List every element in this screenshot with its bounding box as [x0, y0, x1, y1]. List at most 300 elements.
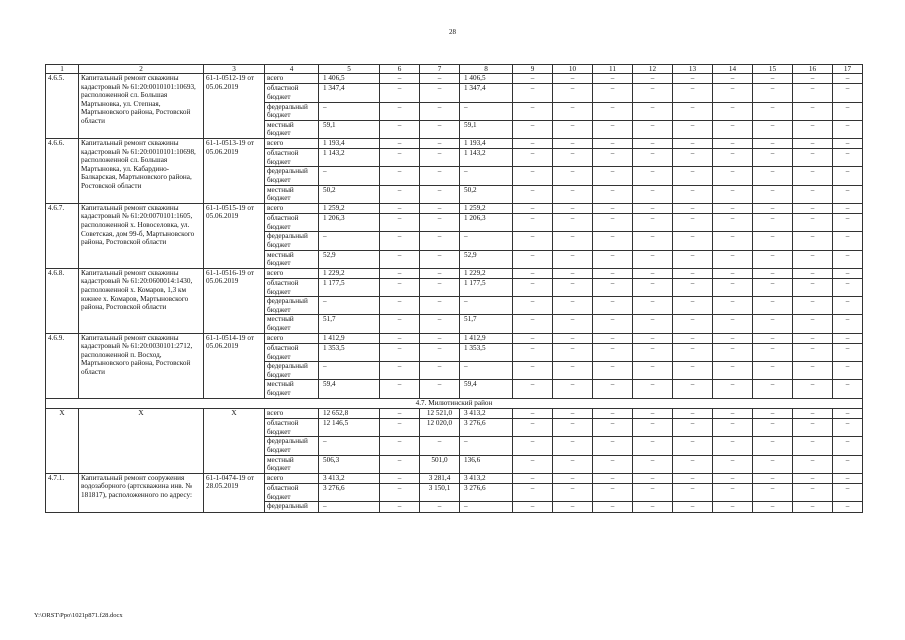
value-cell: – — [633, 380, 673, 398]
total-value-cell: 1 406,5 — [319, 74, 380, 84]
value-cell: – — [833, 455, 863, 473]
value-cell: – — [833, 250, 863, 268]
value-cell: – — [380, 203, 420, 213]
value-cell: – — [420, 74, 460, 84]
year-value-cell: – — [460, 437, 513, 455]
value-cell: – — [833, 315, 863, 333]
item-code-cell: 4.6.7. — [46, 203, 79, 268]
value-cell: – — [633, 268, 673, 278]
value-cell: – — [420, 149, 460, 167]
value-cell: – — [673, 84, 713, 102]
value-cell: – — [633, 84, 673, 102]
total-value-cell: 59,1 — [319, 120, 380, 138]
value-cell: – — [380, 279, 420, 297]
funding-source-cell: областной бюджет — [265, 149, 319, 167]
item-name-cell: Х — [79, 408, 204, 473]
funding-source-cell: областной бюджет — [265, 279, 319, 297]
value-cell: – — [513, 315, 553, 333]
funding-source-cell: всего — [265, 268, 319, 278]
column-number-cell: 13 — [673, 65, 713, 74]
funding-source-cell: федеральный бюджет — [265, 437, 319, 455]
value-cell: – — [513, 484, 553, 502]
value-cell: – — [713, 84, 753, 102]
value-cell: – — [380, 380, 420, 398]
value-cell: – — [713, 473, 753, 483]
value-cell: – — [513, 297, 553, 315]
value-cell: – — [420, 102, 460, 120]
value-cell: – — [793, 232, 833, 250]
value-cell: – — [553, 380, 593, 398]
total-value-cell: – — [319, 297, 380, 315]
value-cell: – — [593, 268, 633, 278]
year-value-cell: 3 413,2 — [460, 408, 513, 418]
value-cell: – — [673, 149, 713, 167]
value-cell: – — [753, 138, 793, 148]
value-cell: – — [753, 343, 793, 361]
value-cell: – — [553, 232, 593, 250]
value-cell: – — [633, 502, 673, 512]
value-cell: – — [380, 333, 420, 343]
total-value-cell: 1 412,9 — [319, 333, 380, 343]
column-number-cell: 17 — [833, 65, 863, 74]
total-value-cell: 1 347,4 — [319, 84, 380, 102]
value-cell: – — [553, 279, 593, 297]
value-cell: – — [713, 185, 753, 203]
funding-source-cell: областной бюджет — [265, 343, 319, 361]
funding-source-cell: всего — [265, 138, 319, 148]
value-cell: – — [513, 362, 553, 380]
table-row — [46, 473, 863, 483]
value-cell: – — [753, 380, 793, 398]
value-cell: – — [593, 315, 633, 333]
value-cell: – — [380, 268, 420, 278]
value-cell: – — [833, 268, 863, 278]
year-value-cell: 3 276,6 — [460, 419, 513, 437]
value-cell: – — [513, 138, 553, 148]
value-cell: – — [753, 473, 793, 483]
value-cell: – — [380, 120, 420, 138]
value-cell: – — [553, 268, 593, 278]
value-cell: – — [420, 84, 460, 102]
value-cell: – — [793, 380, 833, 398]
value-cell: – — [633, 315, 673, 333]
table-body — [46, 65, 863, 513]
value-cell: – — [633, 484, 673, 502]
value-cell: – — [713, 455, 753, 473]
value-cell: – — [513, 408, 553, 418]
value-cell: – — [633, 408, 673, 418]
value-cell: – — [593, 380, 633, 398]
year-value-cell: 3 413,2 — [460, 473, 513, 483]
value-cell: – — [793, 138, 833, 148]
value-cell: – — [633, 437, 673, 455]
value-cell: – — [633, 214, 673, 232]
value-cell: – — [713, 362, 753, 380]
table-row — [46, 333, 863, 343]
item-code-cell: 4.6.9. — [46, 333, 79, 398]
value-cell: – — [753, 437, 793, 455]
total-value-cell: 52,9 — [319, 250, 380, 268]
value-cell: – — [420, 120, 460, 138]
value-cell: – — [380, 419, 420, 437]
value-cell: – — [793, 120, 833, 138]
value-cell: – — [593, 102, 633, 120]
column-number-cell: 1 — [46, 65, 79, 74]
value-cell: 501,0 — [420, 455, 460, 473]
value-cell: – — [633, 185, 673, 203]
year-value-cell: 1 193,4 — [460, 138, 513, 148]
value-cell: – — [513, 232, 553, 250]
value-cell: – — [673, 250, 713, 268]
value-cell: – — [673, 214, 713, 232]
value-cell: – — [673, 74, 713, 84]
total-value-cell: – — [319, 232, 380, 250]
value-cell: – — [793, 185, 833, 203]
page-number: 28 — [449, 28, 456, 36]
value-cell: – — [593, 297, 633, 315]
value-cell: – — [593, 502, 633, 512]
value-cell: – — [833, 138, 863, 148]
funding-source-cell: областной бюджет — [265, 419, 319, 437]
column-number-cell: 10 — [553, 65, 593, 74]
item-document-cell: 61-1-0516-19 от 05.06.2019 — [204, 268, 265, 333]
value-cell: – — [593, 333, 633, 343]
value-cell: – — [553, 362, 593, 380]
value-cell: – — [593, 203, 633, 213]
year-value-cell: 1 229,2 — [460, 268, 513, 278]
funding-source-cell: федеральный бюджет — [265, 167, 319, 185]
item-code-cell: 4.6.6. — [46, 138, 79, 203]
value-cell: – — [753, 297, 793, 315]
value-cell: – — [633, 74, 673, 84]
column-number-cell: 2 — [79, 65, 204, 74]
year-value-cell: – — [460, 502, 513, 512]
value-cell: – — [633, 343, 673, 361]
total-value-cell: 3 276,6 — [319, 484, 380, 502]
column-number-cell: 8 — [460, 65, 513, 74]
value-cell: – — [793, 167, 833, 185]
column-number-cell: 12 — [633, 65, 673, 74]
total-value-cell: 1 177,5 — [319, 279, 380, 297]
value-cell: – — [673, 279, 713, 297]
value-cell: – — [633, 167, 673, 185]
funding-source-cell: федеральный бюджет — [265, 232, 319, 250]
value-cell: – — [593, 214, 633, 232]
funding-source-cell: областной бюджет — [265, 214, 319, 232]
value-cell: – — [633, 473, 673, 483]
value-cell: – — [380, 502, 420, 512]
value-cell: – — [380, 138, 420, 148]
total-value-cell: 1 259,2 — [319, 203, 380, 213]
value-cell: – — [833, 84, 863, 102]
value-cell: – — [833, 473, 863, 483]
value-cell: – — [833, 362, 863, 380]
value-cell: – — [713, 167, 753, 185]
value-cell: – — [673, 437, 713, 455]
value-cell: – — [380, 297, 420, 315]
item-document-cell: 61-1-0514-19 от 05.06.2019 — [204, 333, 265, 398]
value-cell: – — [513, 343, 553, 361]
funding-source-cell: федеральный бюджет — [265, 362, 319, 380]
value-cell: – — [793, 74, 833, 84]
value-cell: – — [513, 279, 553, 297]
year-value-cell: 1 143,2 — [460, 149, 513, 167]
value-cell: – — [633, 138, 673, 148]
value-cell: – — [833, 484, 863, 502]
funding-source-cell: местный бюджет — [265, 120, 319, 138]
value-cell: – — [833, 74, 863, 84]
year-value-cell: 1 206,3 — [460, 214, 513, 232]
value-cell: – — [713, 343, 753, 361]
funding-source-cell: местный бюджет — [265, 315, 319, 333]
year-value-cell: 52,9 — [460, 250, 513, 268]
value-cell: 3 150,1 — [420, 484, 460, 502]
value-cell: – — [793, 502, 833, 512]
value-cell: – — [513, 333, 553, 343]
value-cell: – — [673, 455, 713, 473]
item-code-cell: Х — [46, 408, 79, 473]
value-cell: – — [513, 74, 553, 84]
value-cell: – — [633, 333, 673, 343]
year-value-cell: – — [460, 167, 513, 185]
value-cell: – — [380, 149, 420, 167]
table-row — [46, 268, 863, 278]
value-cell: – — [833, 502, 863, 512]
value-cell: – — [513, 120, 553, 138]
value-cell: – — [673, 419, 713, 437]
value-cell: – — [553, 167, 593, 185]
value-cell: – — [513, 149, 553, 167]
value-cell: – — [553, 315, 593, 333]
item-name-cell: Капитальный ремонт сооружения водозаборного (артскважина инв. № 181817), расположенного по адресу: — [79, 473, 204, 512]
year-value-cell: – — [460, 232, 513, 250]
value-cell: – — [793, 419, 833, 437]
column-number-row — [46, 65, 863, 74]
funding-source-cell: всего — [265, 408, 319, 418]
value-cell: – — [793, 214, 833, 232]
total-value-cell: 506,3 — [319, 455, 380, 473]
value-cell: – — [673, 102, 713, 120]
total-value-cell: 12 146,5 — [319, 419, 380, 437]
value-cell: – — [793, 268, 833, 278]
total-value-cell: 59,4 — [319, 380, 380, 398]
item-code-cell: 4.6.8. — [46, 268, 79, 333]
value-cell: – — [513, 437, 553, 455]
value-cell: – — [593, 437, 633, 455]
value-cell: – — [380, 74, 420, 84]
value-cell: – — [553, 343, 593, 361]
value-cell: – — [833, 333, 863, 343]
value-cell: – — [420, 315, 460, 333]
value-cell: – — [673, 167, 713, 185]
year-value-cell: 59,1 — [460, 120, 513, 138]
section-heading-row — [46, 398, 863, 408]
value-cell: – — [553, 333, 593, 343]
value-cell: – — [713, 419, 753, 437]
value-cell: – — [713, 214, 753, 232]
funding-source-cell: всего — [265, 473, 319, 483]
value-cell: – — [713, 484, 753, 502]
value-cell: – — [673, 473, 713, 483]
column-number-cell: 14 — [713, 65, 753, 74]
value-cell: – — [513, 502, 553, 512]
value-cell: – — [673, 315, 713, 333]
value-cell: – — [753, 333, 793, 343]
total-value-cell: 50,2 — [319, 185, 380, 203]
value-cell: – — [753, 362, 793, 380]
year-value-cell: 51,7 — [460, 315, 513, 333]
value-cell: – — [553, 455, 593, 473]
value-cell: – — [593, 149, 633, 167]
item-document-cell: 61-1-0512-19 от 05.06.2019 — [204, 74, 265, 139]
value-cell: – — [753, 203, 793, 213]
value-cell: – — [833, 214, 863, 232]
value-cell: – — [753, 185, 793, 203]
value-cell: – — [420, 250, 460, 268]
value-cell: – — [553, 84, 593, 102]
value-cell: – — [833, 297, 863, 315]
value-cell: – — [713, 408, 753, 418]
value-cell: – — [633, 120, 673, 138]
value-cell: – — [793, 408, 833, 418]
value-cell: – — [833, 419, 863, 437]
value-cell: – — [513, 214, 553, 232]
value-cell: – — [753, 120, 793, 138]
budget-table — [45, 64, 863, 513]
value-cell: – — [593, 167, 633, 185]
year-value-cell: 1 406,5 — [460, 74, 513, 84]
total-value-cell: 1 229,2 — [319, 268, 380, 278]
value-cell: – — [793, 250, 833, 268]
value-cell: – — [633, 362, 673, 380]
value-cell: – — [633, 102, 673, 120]
value-cell: – — [713, 74, 753, 84]
value-cell: – — [380, 214, 420, 232]
value-cell: – — [513, 268, 553, 278]
column-number-cell: 9 — [513, 65, 553, 74]
total-value-cell: 1 353,5 — [319, 343, 380, 361]
value-cell: – — [513, 185, 553, 203]
value-cell: – — [833, 380, 863, 398]
value-cell: – — [553, 214, 593, 232]
value-cell: – — [420, 297, 460, 315]
value-cell: – — [753, 102, 793, 120]
value-cell: – — [593, 120, 633, 138]
value-cell: – — [380, 84, 420, 102]
funding-source-cell: местный бюджет — [265, 380, 319, 398]
value-cell: – — [673, 502, 713, 512]
value-cell: – — [673, 185, 713, 203]
total-value-cell: 1 193,4 — [319, 138, 380, 148]
item-name-cell: Капитальный ремонт скважины кадастровый № 61:20:0600014:1430, расположенной х. Комаров, 1,3 км южнее х. Комаров, Мартыновского района, Ростовской области — [79, 268, 204, 333]
item-name-cell: Капитальный ремонт скважины кадастровый № 61:20:0010101:10698, расположенной сл. Большая Мартыновка, ул. Кабардино-Балкарская, Мартыновского района, Ростовской области — [79, 138, 204, 203]
value-cell: – — [833, 185, 863, 203]
value-cell: – — [753, 149, 793, 167]
year-value-cell: 3 276,6 — [460, 484, 513, 502]
value-cell: – — [753, 419, 793, 437]
value-cell: – — [753, 74, 793, 84]
value-cell: – — [513, 84, 553, 102]
value-cell: – — [793, 279, 833, 297]
item-name-cell: Капитальный ремонт скважины кадастровый № 61:20:0010101:10693, расположенной сл. Большая Мартыновка, ул. Степная, Мартыновского района, Ростовской области — [79, 74, 204, 139]
item-document-cell: 61-1-0474-19 от 28.05.2019 — [204, 473, 265, 512]
value-cell: – — [553, 102, 593, 120]
value-cell: – — [833, 120, 863, 138]
value-cell: – — [420, 437, 460, 455]
value-cell: – — [713, 120, 753, 138]
value-cell: – — [633, 149, 673, 167]
value-cell: – — [713, 502, 753, 512]
value-cell: – — [553, 250, 593, 268]
value-cell: – — [673, 333, 713, 343]
value-cell: – — [833, 203, 863, 213]
item-code-cell: 4.7.1. — [46, 473, 79, 512]
value-cell: – — [380, 473, 420, 483]
value-cell: – — [753, 315, 793, 333]
value-cell: – — [553, 502, 593, 512]
value-cell: – — [593, 74, 633, 84]
value-cell: – — [420, 232, 460, 250]
value-cell: – — [673, 268, 713, 278]
funding-source-cell: местный бюджет — [265, 455, 319, 473]
total-value-cell: – — [319, 102, 380, 120]
total-value-cell: 12 652,8 — [319, 408, 380, 418]
value-cell: – — [793, 455, 833, 473]
footer-path: Y:\ORST\Ppo\1021p871.f28.docx — [34, 612, 123, 619]
column-number-cell: 16 — [793, 65, 833, 74]
value-cell: – — [713, 268, 753, 278]
value-cell: – — [673, 138, 713, 148]
value-cell: – — [753, 484, 793, 502]
value-cell: – — [673, 362, 713, 380]
funding-source-cell: всего — [265, 333, 319, 343]
value-cell: – — [593, 232, 633, 250]
value-cell: – — [713, 203, 753, 213]
value-cell: – — [420, 362, 460, 380]
value-cell: – — [793, 437, 833, 455]
column-number-cell: 3 — [204, 65, 265, 74]
value-cell: – — [553, 437, 593, 455]
value-cell: 12 020,0 — [420, 419, 460, 437]
year-value-cell: 50,2 — [460, 185, 513, 203]
year-value-cell: 1 412,9 — [460, 333, 513, 343]
value-cell: – — [553, 74, 593, 84]
section-title-cell: 4.7. Милютинский район — [46, 398, 863, 408]
value-cell: – — [513, 203, 553, 213]
value-cell: – — [593, 279, 633, 297]
value-cell: – — [513, 473, 553, 483]
value-cell: – — [593, 473, 633, 483]
value-cell: – — [713, 279, 753, 297]
value-cell: – — [553, 297, 593, 315]
value-cell: – — [553, 484, 593, 502]
value-cell: – — [713, 232, 753, 250]
value-cell: 12 521,0 — [420, 408, 460, 418]
table-row — [46, 203, 863, 213]
value-cell: – — [380, 315, 420, 333]
column-number-cell: 4 — [265, 65, 319, 74]
year-value-cell: 1 347,4 — [460, 84, 513, 102]
table-row — [46, 74, 863, 84]
value-cell: – — [673, 380, 713, 398]
value-cell: – — [833, 437, 863, 455]
item-name-cell: Капитальный ремонт скважины кадастровый № 61:20:0070101:1605, расположенной х. Новоселовка, ул. Советская, дом 99-б, Мартыновского района, Ростовской области — [79, 203, 204, 268]
total-value-cell: 3 413,2 — [319, 473, 380, 483]
year-value-cell: 1 177,5 — [460, 279, 513, 297]
value-cell: – — [593, 343, 633, 361]
value-cell: – — [420, 138, 460, 148]
value-cell: – — [673, 232, 713, 250]
